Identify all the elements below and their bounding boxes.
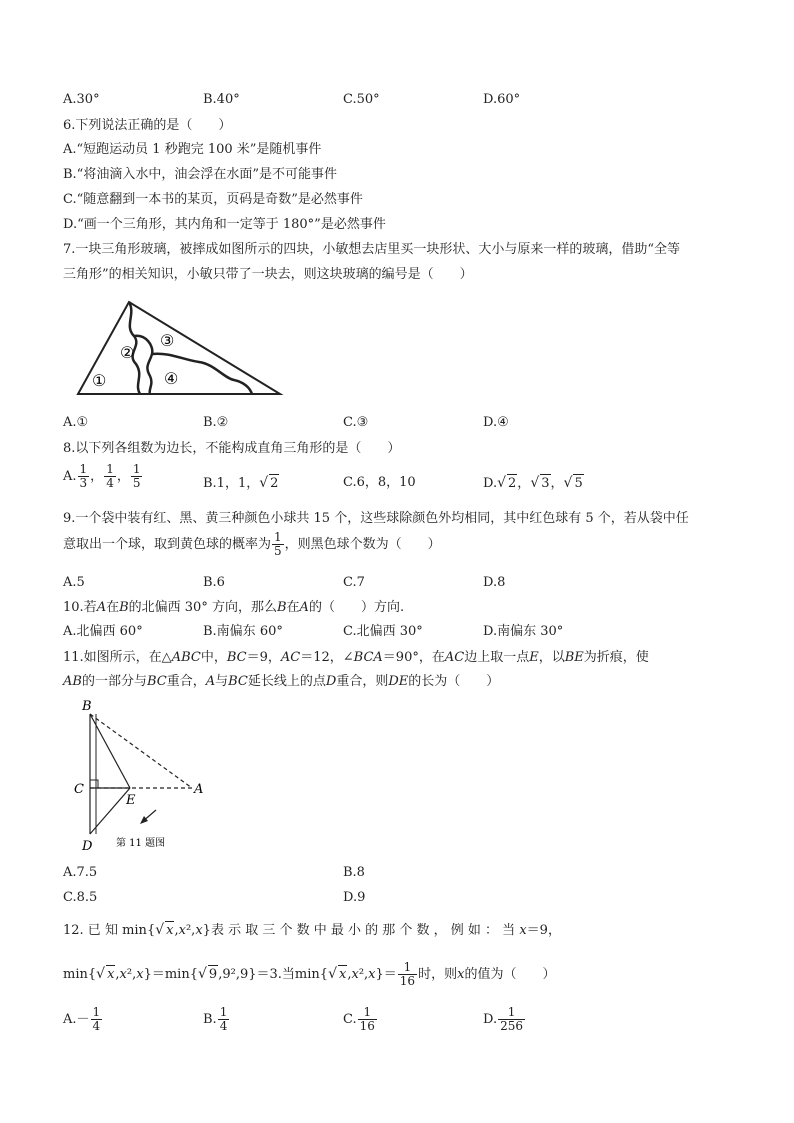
q8-stem: 8.以下列各组数为边长，不能构成直角三角形的是（ ）: [63, 441, 401, 456]
q11-stem-line1: 11.如图所示，在△ABC中，BC＝9，AC＝12，∠BCA＝90°，在AC边上取一点E，以BE为折痕，使: [63, 650, 649, 665]
point-label-b: B: [82, 699, 92, 714]
point-label-d: D: [82, 839, 93, 854]
q12-option-b: B. $\frac{1}{4}$: [203, 1005, 228, 1033]
q9-stem-line1: 9.一个袋中装有红、黑、黄三种颜色小球共 15 个，这些球除颜色外均相同，其中红色球有 5 个，若从袋中任: [63, 511, 689, 526]
q6-option-c: C.“随意翻到一本书的某页，页码是奇数”是必然事件: [63, 192, 363, 207]
q7-option-d: D.④: [483, 415, 509, 430]
sqrt-icon: √: [530, 475, 540, 491]
fraction: $\frac{1}{4}$: [219, 1005, 228, 1033]
sqrt-icon: √: [563, 475, 573, 491]
q5-option-b: B.40°: [203, 92, 240, 107]
q10-stem: 10.若A在B的北偏西 30° 方向，那么B在A的（ ）方向.: [63, 600, 405, 615]
fraction: $\frac{1}{5}$: [274, 530, 282, 558]
q6-option-b: B.“将油滴入水中，油会浮在水面”是不可能事件: [63, 167, 337, 182]
point-label-e: E: [126, 793, 136, 808]
piece-label-1: ①: [92, 371, 107, 390]
q10-option-d: D.南偏东 30°: [483, 624, 564, 639]
q7-option-c: C.③: [343, 415, 369, 430]
fraction: $\frac{1}{3}$: [79, 462, 88, 490]
q11-fold-figure: [70, 696, 220, 856]
q6-option-d: D.“画一个三角形，其内角和一定等于 180°”是必然事件: [63, 217, 386, 232]
q5-option-c: C.50°: [343, 92, 380, 107]
q6-option-a: A.“短跑运动员 1 秒跑完 100 米”是随机事件: [63, 142, 322, 157]
fraction: $\frac{1}{4}$: [106, 462, 114, 490]
fraction: $\frac{1}{16}$: [399, 960, 416, 988]
q9-option-d: D.8: [483, 575, 506, 590]
right-angle-mark: [90, 780, 98, 788]
q10-option-a: A.北偏西 60°: [63, 624, 143, 639]
point-label-c: C: [74, 782, 84, 797]
q6-stem: 6.下列说法正确的是（ ）: [63, 118, 232, 133]
q8-option-a: A. $\frac{1}{3}$ ， $\frac{1}{4}$ ， $\frac{1}{5}$: [63, 462, 141, 490]
sqrt-icon: √: [259, 475, 269, 491]
q11-option-d: D.9: [343, 890, 366, 905]
segment-ba: [90, 714, 192, 788]
fraction: $\frac{1}{256}$: [500, 1005, 523, 1033]
piece-label-3: ③: [160, 331, 175, 350]
q9-option-b: B.6: [203, 575, 225, 590]
point-label-a: A: [194, 782, 204, 797]
q11-option-b: B.8: [343, 865, 365, 880]
fraction: $\frac{1}{16}$: [359, 1005, 375, 1033]
q7-stem-line2: 三角形”的相关知识，小敏只带了一块去，则这块玻璃的编号是（ ）: [63, 267, 473, 282]
sqrt-icon: √: [497, 475, 507, 491]
q5-option-a: A.30°: [63, 92, 100, 107]
figure-caption: 第 11 题图: [116, 838, 166, 849]
sqrt-icon: √: [96, 966, 106, 982]
q9-option-c: C.7: [343, 575, 365, 590]
q12-option-d: D. $\frac{1}{256}$: [483, 1005, 523, 1033]
fraction: $\frac{1}{5}$: [132, 462, 141, 490]
q9-option-a: A.5: [63, 575, 85, 590]
q12-stem-line1: 12. 已 知 min{√ x,x²,x}表 示 取 三 个 数 中 最 小 的 那 个 数 ， 例 如 ： 当 x＝9，: [63, 922, 561, 938]
sqrt-icon: √: [328, 966, 337, 982]
q10-option-b: B.南偏东 60°: [203, 624, 283, 639]
q9-stem-line2: 意取出一个球，取到黄色球的概率为 $\frac{1}{5}$ ，则黑色球个数为（ ）: [63, 530, 441, 558]
q8-option-d: D.√ 2，√ 3，√ 5: [483, 475, 583, 491]
sqrt-icon: √: [155, 922, 165, 938]
q8-option-b: B.1，1，√ 2: [203, 475, 279, 491]
q7-option-a: A.①: [63, 415, 89, 430]
triangle-outline: [78, 302, 280, 394]
q11-option-a: A.7.5: [63, 865, 98, 880]
q7-glass-figure: [74, 296, 284, 400]
piece-label-4: ④: [164, 369, 179, 388]
q8-option-c: C.6，8，10: [343, 475, 416, 490]
q10-option-c: C.北偏西 30°: [343, 624, 423, 639]
q12-option-c: C. $\frac{1}{16}$: [343, 1005, 375, 1033]
q5-option-d: D.60°: [483, 92, 521, 107]
q12-option-a: A.－ $\frac{1}{4}$: [63, 1005, 101, 1033]
q7-stem-line1: 7.一块三角形玻璃，被摔成如图所示的四块，小敏想去店里买一块形状、大小与原来一样的玻璃，借助“全等: [63, 242, 681, 257]
sqrt-icon: √: [198, 966, 207, 982]
q12-stem-line2: min{√ x,x²,x}＝min{√ 9,9²,9}＝3.当min{√ x,x²,x}＝ $\frac{1}{16}$ 时，则x的值为（ ）: [63, 960, 556, 988]
q7-option-b: B.②: [203, 415, 229, 430]
fraction: $\frac{1}{4}$: [92, 1005, 101, 1033]
q11-option-c: C.8.5: [63, 890, 98, 905]
piece-label-2: ②: [120, 343, 135, 362]
q11-stem-line2: AB的一部分与BC重合，A与BC延长线上的点D重合，则DE的长为（ ）: [63, 674, 500, 689]
